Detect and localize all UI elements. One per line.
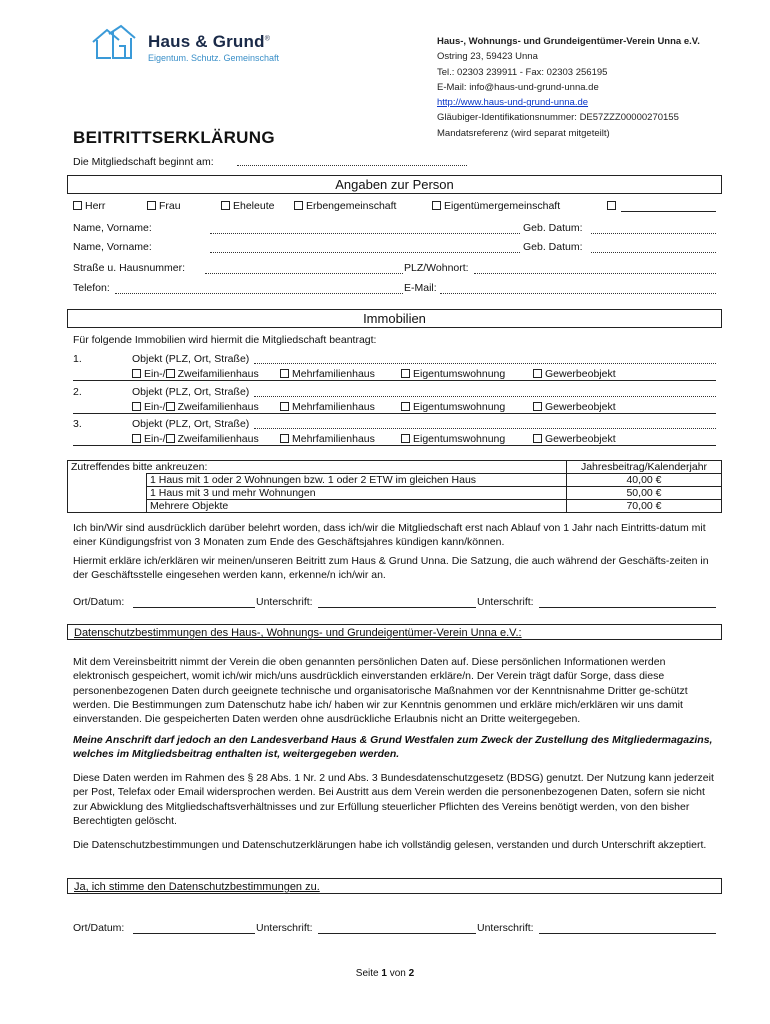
type-mehrfamilienhaus[interactable]: Mehrfamilienhaus: [280, 433, 375, 445]
dob2-field[interactable]: [591, 252, 716, 253]
object-address-field[interactable]: [254, 396, 716, 397]
cancellation-text: Ich bin/Wir sind ausdrücklich darüber belehrt worden, dass ich/wir die Mitgliedschaft erst nach Ablauf von 1 Jahr nach Eintritts-datum mit einer Kündigungsfrist von 3 Monaten zum Ende des Geschäftsjahres kündigen kann/können.: [73, 522, 706, 549]
fee-row-label: Mehrere Objekte: [147, 500, 567, 513]
org-phone: Tel.: 02303 239911 - Fax: 02303 256195: [437, 66, 608, 78]
org-mandate: Mandatsreferenz (wird separat mitgeteilt): [437, 127, 610, 139]
signature-label: Unterschrift:: [477, 922, 534, 934]
page-footer: Seite 1 von 2: [355, 968, 415, 979]
signature-field[interactable]: [539, 607, 716, 608]
fee-header-left: Zutreffendes bitte ankreuzen:: [68, 461, 567, 474]
property-section-heading: Immobilien: [67, 309, 722, 328]
object-number: 2.: [73, 386, 82, 398]
fee-row-label: 1 Haus mit 1 oder 2 Wohnungen bzw. 1 oder 2 ETW im gleichen Haus: [147, 474, 567, 487]
object-address-field[interactable]: [254, 363, 716, 364]
type-ein-zweifamilienhaus[interactable]: Ein-/ Zweifamilienhaus: [132, 401, 259, 413]
logo-tagline: Eigentum. Schutz. Gemeinschaft: [148, 53, 280, 63]
checkbox[interactable]: [73, 201, 82, 210]
type-eigentumswohnung[interactable]: Eigentumswohnung: [401, 401, 505, 413]
privacy-acceptance-paragraph: Die Datenschutzbestimmungen und Datenschutzerklärungen habe ich vollständig gelesen, verstanden und durch Unterschrift akzeptiert.: [73, 839, 707, 851]
checkbox[interactable]: [280, 434, 289, 443]
signature-label: Unterschrift:: [256, 596, 313, 608]
fee-row-label: 1 Haus mit 3 und mehr Wohnungen: [147, 487, 567, 500]
house-logo-icon: [89, 24, 137, 64]
street-field[interactable]: [205, 273, 403, 274]
fee-checkbox-cell[interactable]: [68, 474, 147, 487]
privacy-consent[interactable]: Ja, ich stimme den Datenschutzbestimmungen zu.: [67, 878, 722, 894]
privacy-heading: Datenschutzbestimmungen des Haus-, Wohnungs- und Grundeigentümer-Verein Unna e.V.:: [67, 624, 722, 640]
option-herr[interactable]: Herr: [73, 200, 105, 212]
type-ein-zweifamilienhaus[interactable]: Ein-/ Zweifamilienhaus: [132, 368, 259, 380]
fee-row-amount: 40,00 €: [567, 474, 722, 487]
name1-label: Name, Vorname:: [73, 222, 152, 234]
other-option-field[interactable]: [621, 211, 716, 212]
privacy-paragraph: Mit dem Vereinsbeitritt nimmt der Verein die oben genannten persönlichen Daten auf. Diese persönlichen Informationen werden elektronisch gespeichert, womit ich/wir mich/uns ausdrücklich einverstanden erkläre/n. Der Verein trägt dafür Sorge, dass diese personenbezogenen Daten durch geeignete technische und organisatorische Maßnahmen vor der Kenntnisnahme Dritter ge-schützt werden. Die Bestimmungen zum Datenschutz habe ich/ haben wir zur Kenntnis genommen und erkläre mich/erklären wir uns damit einverstanden. Die gespeicherten Daten werden ohne ausdrückliche Erlaubnis nicht an Dritte weitergegeben.: [73, 656, 688, 726]
option-eheleute[interactable]: Eheleute: [221, 200, 274, 212]
fee-checkbox-cell[interactable]: [68, 500, 147, 513]
type-gewerbeobjekt[interactable]: Gewerbeobjekt: [533, 401, 616, 413]
option-frau[interactable]: Frau: [147, 200, 181, 212]
object-divider: [73, 445, 716, 446]
street-label: Straße u. Hausnummer:: [73, 262, 186, 274]
property-intro: Für folgende Immobilien wird hiermit die Mitgliedschaft beantragt:: [73, 334, 377, 346]
table-row[interactable]: [68, 487, 722, 500]
checkbox[interactable]: [132, 434, 141, 443]
checkbox[interactable]: [401, 402, 410, 411]
signature-field[interactable]: [318, 607, 476, 608]
dob2-label: Geb. Datum:: [523, 241, 583, 253]
object-address-field[interactable]: [254, 428, 716, 429]
type-mehrfamilienhaus[interactable]: Mehrfamilienhaus: [280, 401, 375, 413]
object-number: 3.: [73, 418, 82, 430]
place-date-field[interactable]: [133, 933, 255, 934]
dob1-label: Geb. Datum:: [523, 222, 583, 234]
checkbox[interactable]: [166, 434, 175, 443]
signature-field[interactable]: [539, 933, 716, 934]
object-address-label: Objekt (PLZ, Ort, Straße): [132, 418, 250, 430]
org-name: Haus-, Wohnungs- und Grundeigentümer-Verein Unna e.V.: [437, 36, 700, 47]
privacy-bdsg-paragraph: Diese Daten werden im Rahmen des § 28 Abs. 1 Nr. 2 und Abs. 3 Bundesdatenschutzgesetz (BDSG) genutzt. Der Nutzung kann jederzeit per Post, Telefax oder Email widersprochen werden. Bei Austritt aus dem Verein werden die personenbezogenen Daten, sofern sie nicht zur Abwicklung des Mitgliedschaftsverhältnisses und zur Erfüllung steuerlicher Pflichten des Vereins benötigt werden, von den bisher Berechtigten gelöscht.: [73, 772, 714, 827]
checkbox[interactable]: [607, 201, 616, 210]
type-gewerbeobjekt[interactable]: Gewerbeobjekt: [533, 433, 616, 445]
type-ein-zweifamilienhaus[interactable]: Ein-/ Zweifamilienhaus: [132, 433, 259, 445]
page-title: BEITRITTSERKLÄRUNG: [73, 128, 275, 147]
checkbox[interactable]: [147, 201, 156, 210]
table-row[interactable]: [68, 500, 722, 513]
org-email: E-Mail: info@haus-und-grund-unna.de: [437, 81, 599, 93]
type-gewerbeobjekt[interactable]: Gewerbeobjekt: [533, 368, 616, 380]
checkbox[interactable]: [432, 201, 441, 210]
checkbox[interactable]: [533, 369, 542, 378]
checkbox[interactable]: [280, 369, 289, 378]
dob1-field[interactable]: [591, 233, 716, 234]
checkbox[interactable]: [132, 402, 141, 411]
person-section-heading: Angaben zur Person: [67, 175, 722, 194]
checkbox[interactable]: [533, 402, 542, 411]
phone-label: Telefon:: [73, 282, 110, 294]
object-address-label: Objekt (PLZ, Ort, Straße): [132, 386, 250, 398]
place-date-field[interactable]: [133, 607, 255, 608]
name2-field[interactable]: [210, 252, 520, 253]
city-field[interactable]: [474, 273, 716, 274]
email-label: E-Mail:: [404, 282, 437, 294]
option-eigentuemergemeinschaft[interactable]: Eigentümergemeinschaft: [432, 200, 560, 212]
checkbox[interactable]: [166, 369, 175, 378]
type-eigentumswohnung[interactable]: Eigentumswohnung: [401, 368, 505, 380]
fee-row-amount: 70,00 €: [567, 500, 722, 513]
object-divider: [73, 413, 716, 414]
table-row[interactable]: [68, 474, 722, 487]
fee-header-right: Jahresbeitrag/Kalenderjahr: [567, 461, 722, 474]
place-date-label: Ort/Datum:: [73, 596, 125, 608]
checkbox[interactable]: [166, 402, 175, 411]
start-date-field[interactable]: [237, 165, 467, 166]
city-label: PLZ/Wohnort:: [404, 262, 469, 274]
signature-label: Unterschrift:: [256, 922, 313, 934]
fee-table: [67, 460, 722, 513]
privacy-address-note: Meine Anschrift darf jedoch an den Landesverband Haus & Grund Westfalen zum Zweck der Zustellung des Mitgliedermagazins, welches im Mitgliedsbeitrag enthalten ist, weitergegeben werden.: [73, 734, 713, 761]
checkbox[interactable]: [401, 434, 410, 443]
name1-field[interactable]: [210, 233, 520, 234]
logo-name: Haus & Grund®: [148, 32, 271, 51]
membership-text: Hiermit erkläre ich/erklären wir meinen/unseren Beitritt zum Haus & Grund Unna. Die Satzung, die auch während der Geschäfts-zeiten in der Geschäftsstelle eingesehen werden kann, erkenne/n ich/wir an.: [73, 555, 709, 582]
org-address: [437, 34, 700, 141]
checkbox[interactable]: [533, 434, 542, 443]
checkbox[interactable]: [132, 369, 141, 378]
email-field[interactable]: [440, 293, 716, 294]
signature-label: Unterschrift:: [477, 596, 534, 608]
type-mehrfamilienhaus[interactable]: Mehrfamilienhaus: [280, 368, 375, 380]
type-eigentumswohnung[interactable]: Eigentumswohnung: [401, 433, 505, 445]
signature-field[interactable]: [318, 933, 476, 934]
fee-row-amount: 50,00 €: [567, 487, 722, 500]
place-date-label: Ort/Datum:: [73, 922, 125, 934]
fee-checkbox-cell[interactable]: [68, 487, 147, 500]
phone-field[interactable]: [115, 293, 403, 294]
start-date-label: Die Mitgliedschaft beginnt am:: [73, 156, 214, 168]
org-creditor-id: Gläubiger-Identifikationsnummer: DE57ZZZ00000270155: [437, 112, 679, 124]
option-erbengemeinschaft[interactable]: Erbengemeinschaft: [294, 200, 396, 212]
checkbox[interactable]: [401, 369, 410, 378]
object-number: 1.: [73, 353, 82, 365]
table-row: [68, 461, 722, 474]
org-website-link[interactable]: http://www.haus-und-grund-unna.de: [437, 97, 589, 109]
option-other[interactable]: [607, 200, 619, 212]
object-divider: [73, 380, 716, 381]
checkbox[interactable]: [294, 201, 303, 210]
name2-label: Name, Vorname:: [73, 241, 152, 253]
checkbox[interactable]: [221, 201, 230, 210]
object-address-label: Objekt (PLZ, Ort, Straße): [132, 353, 250, 365]
org-street: Ostring 23, 59423 Unna: [437, 51, 538, 63]
checkbox[interactable]: [280, 402, 289, 411]
